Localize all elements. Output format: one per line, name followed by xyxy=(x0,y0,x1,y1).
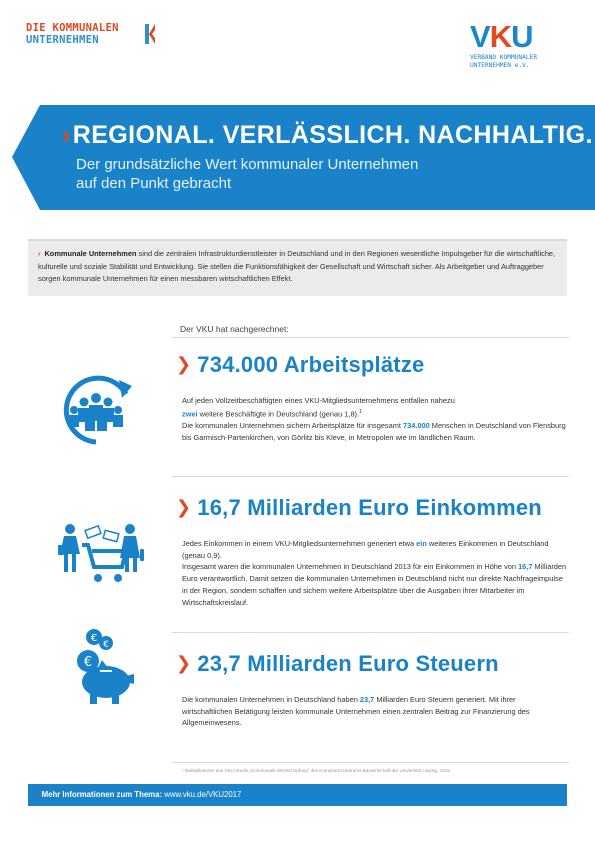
divider xyxy=(172,762,569,763)
section-heading-income xyxy=(176,495,542,521)
highlight-value: ein xyxy=(416,539,427,548)
logo-left-word-kommunalen: KOMMUNALEN xyxy=(52,22,119,34)
footnote-ref: 1 xyxy=(359,408,362,415)
highlight-value: 23,7 xyxy=(359,695,375,704)
divider xyxy=(172,337,569,338)
hero-title-text: REGIONAL. VERLÄSSLICH. NACHHALTIG. xyxy=(72,121,593,149)
logo-left-word-unternehmen: UNTERNEHMEN xyxy=(26,34,99,46)
logo-vku-line1: VERBAND KOMMUNALER xyxy=(470,54,538,61)
piggy-bank-icon xyxy=(64,628,136,713)
hero-banner xyxy=(40,105,595,210)
hero-subtitle-line1: Der grundsätzliche Wert kommunaler Unternehmen xyxy=(76,156,419,173)
svg-text:€: € xyxy=(83,655,93,670)
section-body-jobs xyxy=(182,395,567,443)
text-run: Insgesamt waren die kommunalen Unternehmen in Deutschland 2013 für ein Einkommen in Höhe von xyxy=(182,562,519,572)
section-heading-taxes-text: 23,7 Milliarden Euro Steuern xyxy=(197,651,499,676)
logo-vku xyxy=(470,19,580,70)
divider xyxy=(172,632,569,633)
chevron-right-icon: › xyxy=(62,121,71,149)
section-heading-taxes xyxy=(176,651,499,677)
hero-subtitle xyxy=(76,155,418,193)
highlight-value: zwei xyxy=(182,409,198,419)
text-run: Die kommunalen Unternehmen sichern Arbeitsplätze für insgesamt xyxy=(182,420,404,430)
highlight-value: 734.000 xyxy=(403,420,430,430)
intro-box xyxy=(28,239,567,296)
chevron-right-icon: › xyxy=(38,249,41,258)
intro-lead: Kommunale Unternehmen xyxy=(44,249,137,258)
text-run: Auf jeden Vollzeitbeschäftigten eines VKU-Mitgliedsunternehmens entfallen nahezu xyxy=(182,396,455,405)
text-run: Milliarden Euro verantwortlich. Damit setzen die kommunalen Unternehmen in Deutschland nicht nur direkte Nachfrageimpulse in der Region, sondern schaffen und sichern weitere Arbeitsplätze über die Ausgaben ihrer Mitarbeiter im Wirtschaftskreislauf. xyxy=(182,562,567,607)
text-run: weiteres Einkommen in Deutschland (genau 0,9). xyxy=(182,539,549,560)
text-run: Jedes Einkommen in einem VKU-Mitgliedsunternehmen generiert etwa xyxy=(182,539,417,548)
divider xyxy=(172,476,569,477)
people-growth-icon xyxy=(56,372,136,453)
svg-text:€: € xyxy=(90,633,98,644)
highlight-value: 16,7 xyxy=(518,562,533,572)
hero-title xyxy=(62,121,593,150)
logo-vku-u: U xyxy=(511,19,533,54)
hero-subtitle-line2: auf den Punkt gebracht xyxy=(76,175,232,192)
section-heading-jobs-text: 734.000 Arbeitsplätze xyxy=(197,352,425,377)
text-run: Die kommunalen Unternehmen in Deutschland haben xyxy=(182,695,360,704)
chevron-right-icon: › xyxy=(36,790,39,799)
section-intro-label: Der VKU hat nachgerechnet: xyxy=(180,324,289,334)
footnote: ¹ Multiplikatoren aus VKU-Studie „Kommunale Wertschöpfung“ des Kompetenzzentrums Bauwirtschaft der Universität Leipzig, 2015. xyxy=(182,768,452,773)
chevron-right-icon: ❯ xyxy=(176,354,192,374)
chevron-right-icon: ❯ xyxy=(176,497,192,517)
logo-vku-k: K xyxy=(489,19,512,54)
shopping-people-icon xyxy=(54,523,144,598)
text-run: weitere Beschäftigte in Deutschland (genau 1,8). xyxy=(197,409,360,419)
footer-link[interactable]: www.vku.de/VKU2017 xyxy=(162,790,242,799)
logo-left-word-die: DIE xyxy=(26,22,53,34)
logo-vku-v: V xyxy=(470,19,490,54)
chevron-right-icon: ❯ xyxy=(176,653,192,673)
logo-vku-line2: UNTERNEHMEN e.V. xyxy=(470,62,530,69)
logo-k-mark-icon xyxy=(145,24,155,44)
logo-die-kommunalen-unternehmen xyxy=(26,22,119,46)
section-heading-income-text: 16,7 Milliarden Euro Einkommen xyxy=(197,495,542,520)
footer-label: Mehr Informationen zum Thema: xyxy=(41,790,163,799)
section-body-income xyxy=(182,538,567,608)
text-run: Milliarden Euro Steuern generiert. Mit ihrer wirtschaftlichen Betätigung leisten kommunale Unternehmen einen zentralen Beitrag zur Finanzierung des Allgemeinwesens. xyxy=(182,695,530,728)
section-heading-jobs xyxy=(176,352,424,378)
footer-bar xyxy=(28,784,567,806)
svg-text:€: € xyxy=(103,640,109,650)
text-run: Menschen in Deutschland von Flensburg bis Garmisch-Partenkirchen, von Görlitz bis Kleve, in Metropolen wie im ländlichen Raum. xyxy=(182,420,566,442)
intro-text: sind die zentralen Infrastrukturdienstleister in Deutschland und in den Regionen wesentliche Impulsgeber für die wirtschaftliche, kulturelle und soziale Stabilität und Entwicklung. Sie stellen die Funktionsfähigkeit der Gesellschaft und Wirtschaft sicher. Als Arbeitgeber und Auftraggeber sorgen kommunale Unternehmen für einen messbaren wirtschaftlichen Effekt. xyxy=(38,249,556,283)
section-body-taxes xyxy=(182,694,567,729)
